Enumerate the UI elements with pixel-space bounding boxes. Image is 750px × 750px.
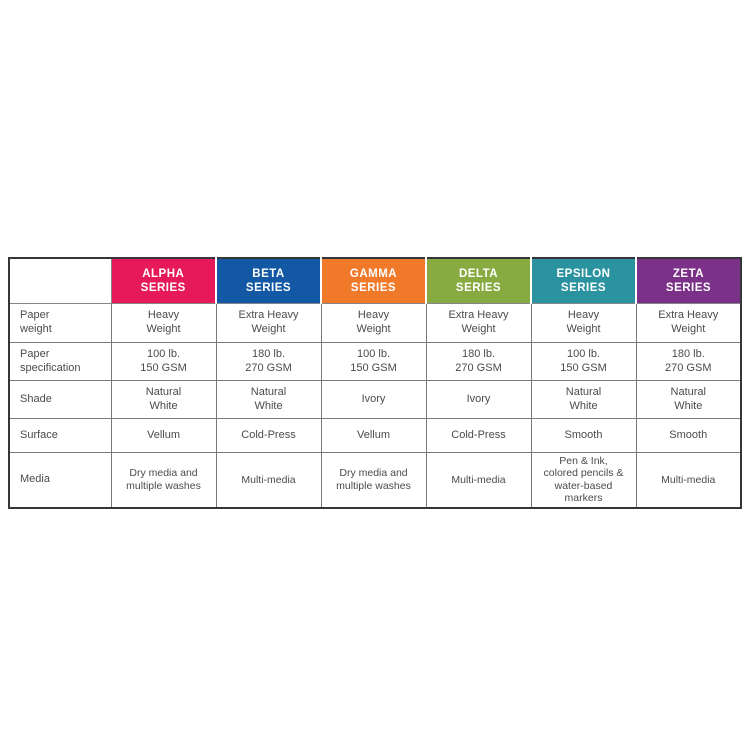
row-label-shade: Shade [9,381,111,419]
comparison-table [8,257,742,509]
table-cell-paper-weight-gamma: Heavy Weight [321,304,426,343]
table-cell-paper-specification-alpha: 100 lb. 150 GSM [111,343,216,381]
table-cell-paper-specification-beta: 180 lb. 270 GSM [216,343,321,381]
column-header-zeta-series: ZETA SERIES [636,258,741,304]
comparison-table-container [8,257,742,509]
column-header-alpha-series: ALPHA SERIES [111,258,216,304]
table-cell-media-beta: Multi-media [216,453,321,508]
row-label-paper-specification: Paper specification [9,343,111,381]
table-cell-shade-epsilon: Natural White [531,381,636,419]
row-label-paper-weight: Paper weight [9,304,111,343]
table-cell-paper-specification-epsilon: 100 lb. 150 GSM [531,343,636,381]
table-cell-surface-gamma: Vellum [321,419,426,453]
table-cell-surface-zeta: Smooth [636,419,741,453]
table-cell-paper-weight-zeta: Extra Heavy Weight [636,304,741,343]
table-cell-paper-specification-gamma: 100 lb. 150 GSM [321,343,426,381]
table-cell-surface-delta: Cold-Press [426,419,531,453]
table-row-shade [9,381,741,419]
column-header-delta-series: DELTA SERIES [426,258,531,304]
table-cell-paper-specification-zeta: 180 lb. 270 GSM [636,343,741,381]
table-cell-paper-weight-epsilon: Heavy Weight [531,304,636,343]
corner-cell [9,258,111,304]
table-row-surface [9,419,741,453]
table-header [9,258,741,304]
row-label-media: Media [9,453,111,508]
table-cell-shade-alpha: Natural White [111,381,216,419]
column-header-gamma-series: GAMMA SERIES [321,258,426,304]
table-cell-media-delta: Multi-media [426,453,531,508]
table-cell-surface-alpha: Vellum [111,419,216,453]
table-row-paper-weight [9,304,741,343]
table-row-paper-specification [9,343,741,381]
table-cell-surface-epsilon: Smooth [531,419,636,453]
column-header-beta-series: BETA SERIES [216,258,321,304]
table-cell-media-epsilon: Pen & Ink, colored pencils & water-based markers [531,453,636,508]
row-label-surface: Surface [9,419,111,453]
table-cell-media-alpha: Dry media and multiple washes [111,453,216,508]
table-cell-shade-zeta: Natural White [636,381,741,419]
table-row-media [9,453,741,508]
table-cell-media-gamma: Dry media and multiple washes [321,453,426,508]
table-cell-surface-beta: Cold-Press [216,419,321,453]
table-cell-paper-specification-delta: 180 lb. 270 GSM [426,343,531,381]
table-cell-paper-weight-alpha: Heavy Weight [111,304,216,343]
column-header-epsilon-series: EPSILON SERIES [531,258,636,304]
table-cell-shade-delta: Ivory [426,381,531,419]
table-cell-shade-gamma: Ivory [321,381,426,419]
table-cell-media-zeta: Multi-media [636,453,741,508]
table-body [9,304,741,508]
table-cell-paper-weight-beta: Extra Heavy Weight [216,304,321,343]
table-cell-shade-beta: Natural White [216,381,321,419]
header-row [9,258,741,304]
table-cell-paper-weight-delta: Extra Heavy Weight [426,304,531,343]
